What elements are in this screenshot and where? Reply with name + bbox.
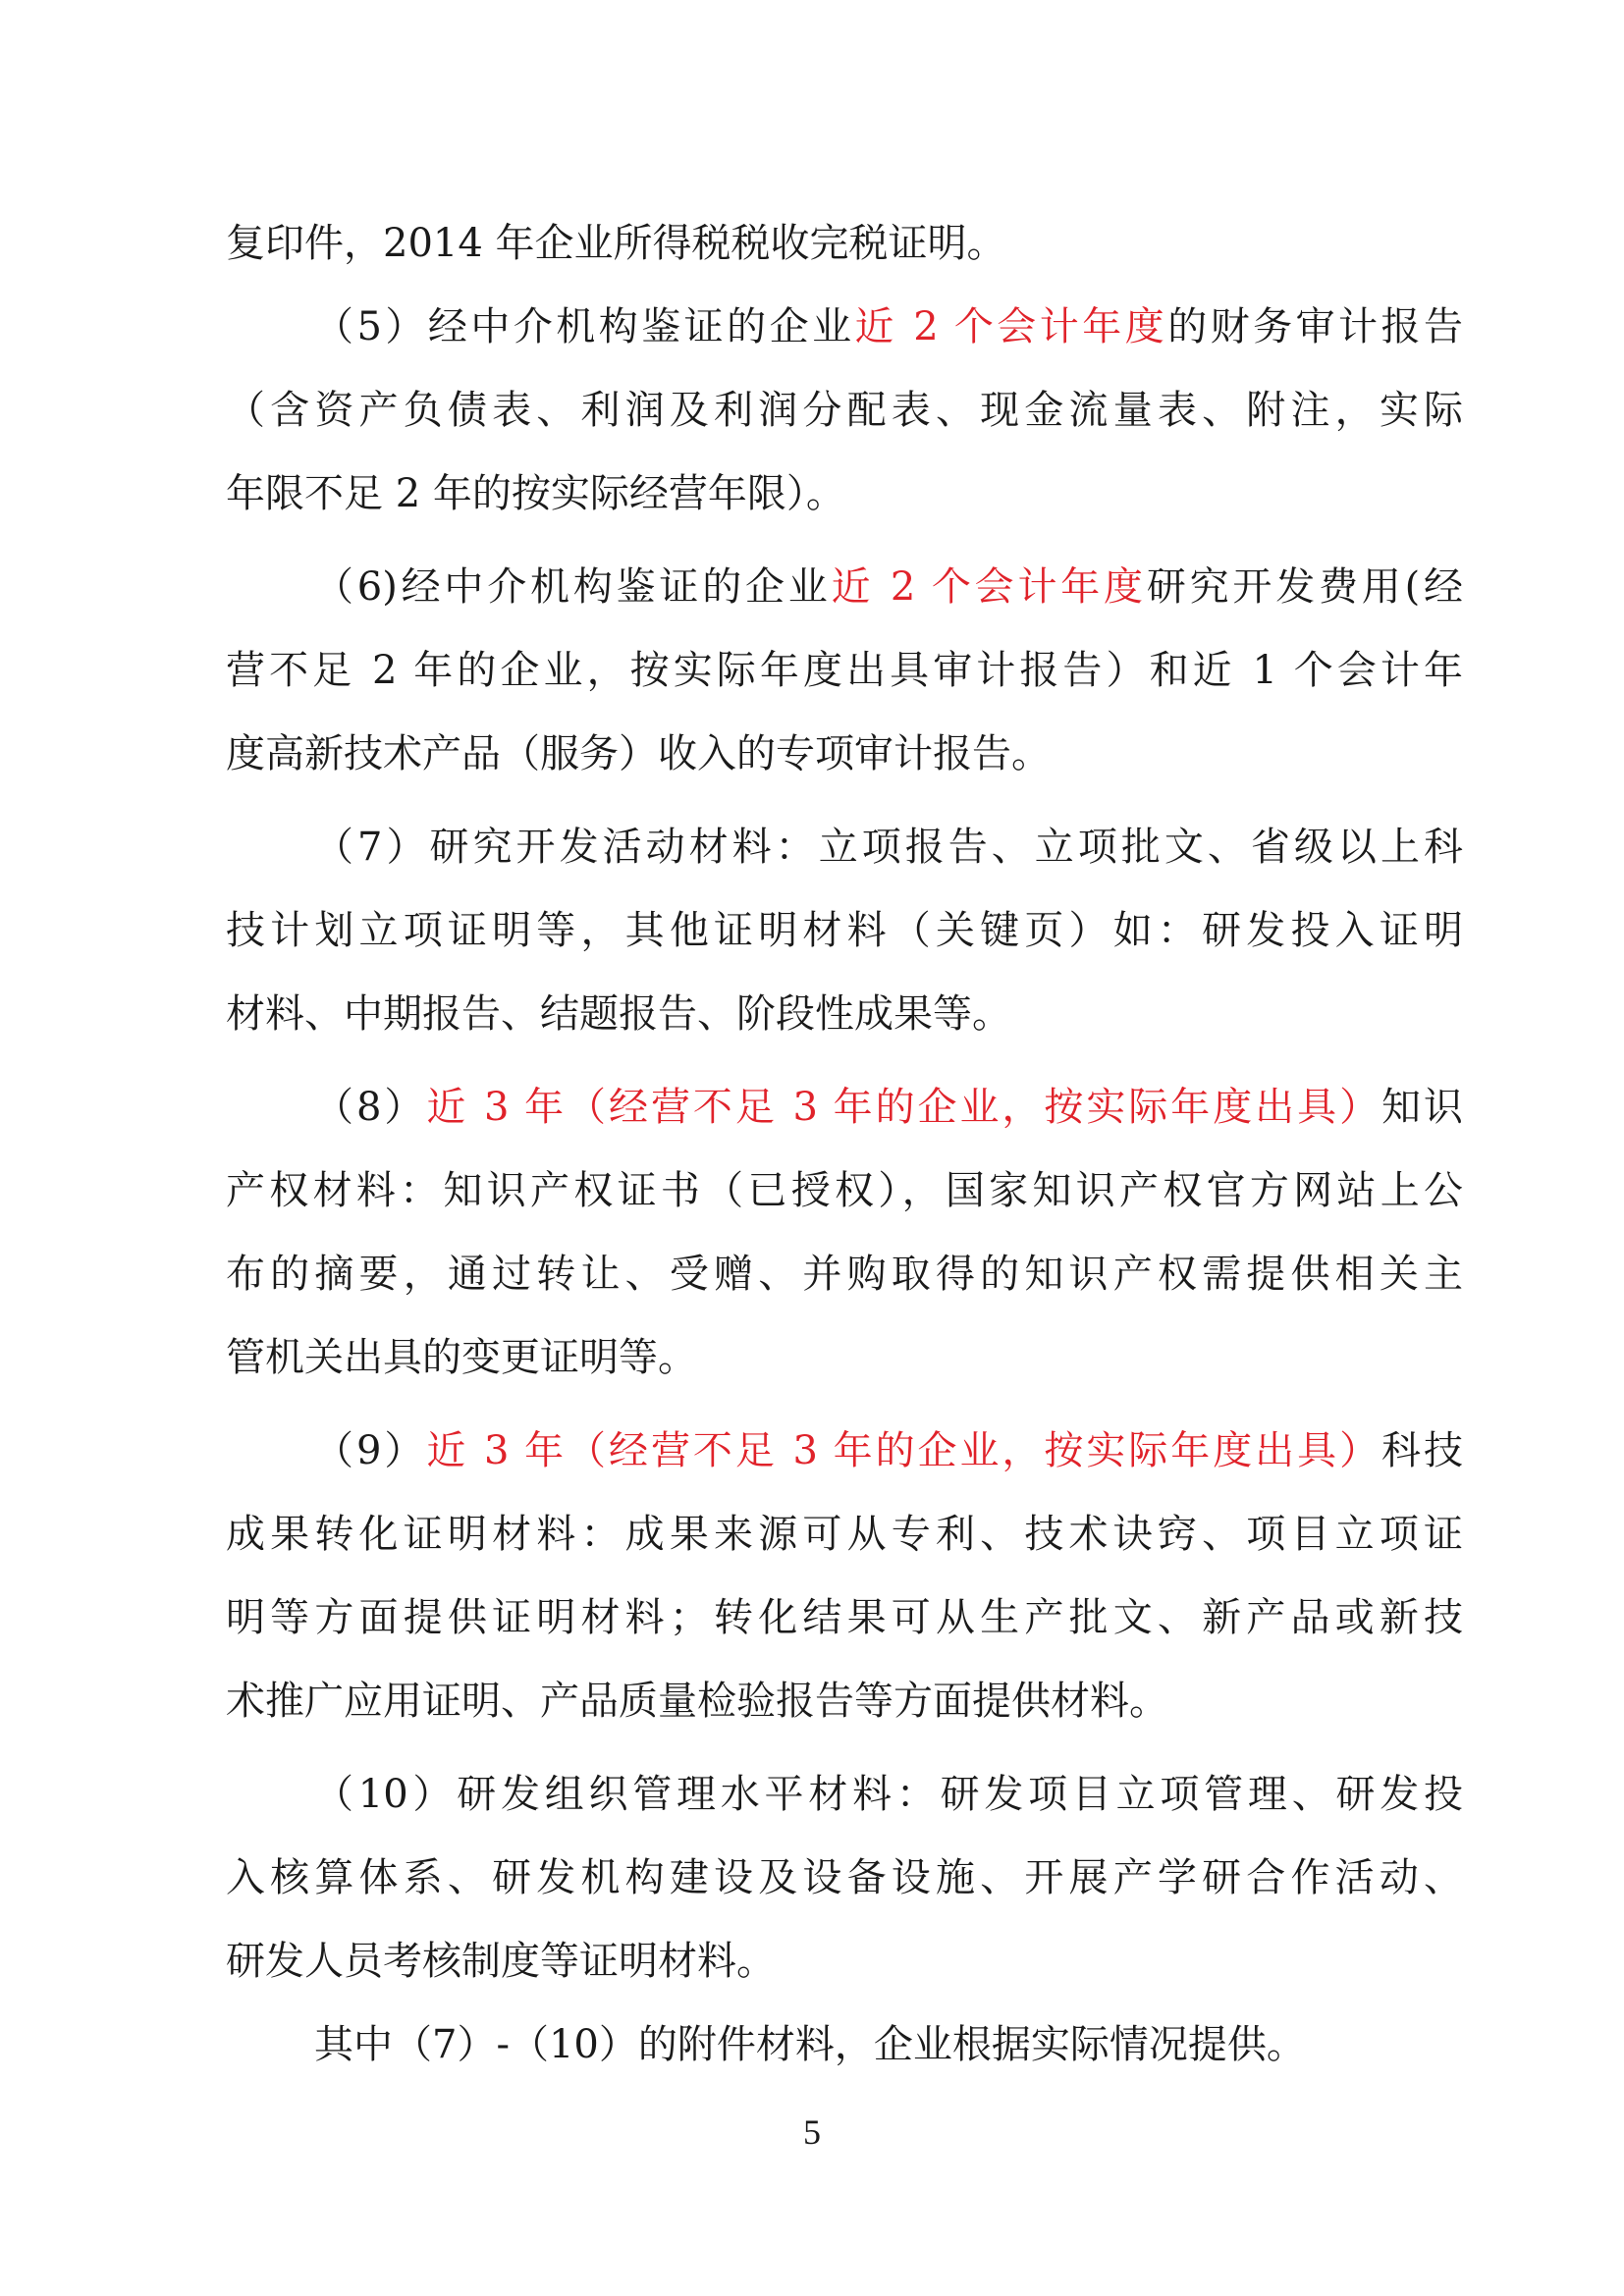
- text-line: [314, 2015, 1463, 2074]
- text-segment: 其中（7）-（10）的附件材料，企业根据实际情况提供。: [314, 2022, 1306, 2067]
- text-segment: 成果转化证明材料：成果来源可从专利、技术诀窍、项目立项证: [226, 1512, 1463, 1557]
- text-segment: （5）经中介机构鉴证的企业: [314, 304, 855, 349]
- text-segment: 营不足 2 年的企业，按实际年度出具审计报告）和近 1 个会计年: [226, 648, 1463, 693]
- text-segment: 材料、中期报告、结题报告、阶段性成果等。: [226, 991, 1011, 1037]
- text-segment: 布的摘要，通过转让、受赠、并购取得的知识产权需提供相关主: [226, 1252, 1463, 1297]
- text-line: [226, 381, 1463, 440]
- text-segment: （9）: [314, 1428, 427, 1473]
- text-line: [226, 214, 1463, 273]
- text-segment: 产权材料：知识产权证书（已授权），国家知识产权官方网站上公: [226, 1168, 1463, 1213]
- text-line: [314, 1765, 1463, 1824]
- text-line: [226, 1848, 1463, 1907]
- text-line: [314, 1078, 1463, 1137]
- text-line: [314, 558, 1463, 616]
- text-line: [226, 901, 1463, 960]
- text-line: [226, 1588, 1463, 1647]
- text-segment: 入核算体系、研发机构建设及设备设施、开展产学研合作活动、: [226, 1855, 1463, 1900]
- text-segment: 研究开发费用(经: [1146, 564, 1463, 610]
- text-line: [314, 1421, 1463, 1480]
- text-segment: 明等方面提供证明材料；转化结果可从生产批文、新产品或新技: [226, 1595, 1463, 1640]
- text-segment: 术推广应用证明、产品质量检验报告等方面提供材料。: [226, 1679, 1168, 1724]
- text-line: [226, 1245, 1463, 1304]
- text-line: [226, 1328, 1463, 1387]
- text-line: [226, 724, 1463, 783]
- text-segment: 科技: [1381, 1428, 1463, 1473]
- text-line: [226, 641, 1463, 700]
- text-segment: 技计划立项证明等，其他证明材料（关键页）如：研发投入证明: [226, 908, 1463, 953]
- text-segment: 度高新技术产品（服务）收入的专项审计报告。: [226, 731, 1051, 776]
- text-segment: 管机关出具的变更证明等。: [226, 1335, 697, 1380]
- text-line: [226, 1672, 1463, 1731]
- text-segment: 研发人员考核制度等证明材料。: [226, 1939, 776, 1984]
- text-segment: 复印件，2014 年企业所得税税收完税证明。: [226, 221, 1006, 266]
- text-segment: （8）: [314, 1085, 427, 1130]
- text-segment: （含资产负债表、利润及利润分配表、现金流量表、附注，实际: [226, 388, 1463, 433]
- text-line: [226, 1505, 1463, 1564]
- text-segment: 年限不足 2 年的按实际经营年限）。: [226, 471, 845, 516]
- text-segment: （10）研发组织管理水平材料：研发项目立项管理、研发投: [314, 1772, 1463, 1817]
- text-line: [226, 1161, 1463, 1220]
- text-line: [226, 464, 1463, 523]
- highlighted-text: 近 3 年（经营不足 3 年的企业，按实际年度出具）: [426, 1085, 1382, 1130]
- text-segment: 的财务审计报告: [1167, 304, 1463, 349]
- text-segment: （7）研究开发活动材料：立项报告、立项批文、省级以上科: [314, 825, 1463, 870]
- text-line: [314, 297, 1463, 356]
- text-segment: （6)经中介机构鉴证的企业: [314, 564, 832, 610]
- highlighted-text: 近 2 个会计年度: [854, 304, 1168, 349]
- text-segment: 知识: [1381, 1085, 1463, 1130]
- text-line: [226, 985, 1463, 1043]
- page-number: 5: [803, 2112, 821, 2152]
- highlighted-text: 近 3 年（经营不足 3 年的企业，按实际年度出具）: [426, 1428, 1382, 1473]
- text-line: [314, 818, 1463, 877]
- text-line: [226, 1932, 1463, 1991]
- highlighted-text: 近 2 个会计年度: [831, 564, 1147, 610]
